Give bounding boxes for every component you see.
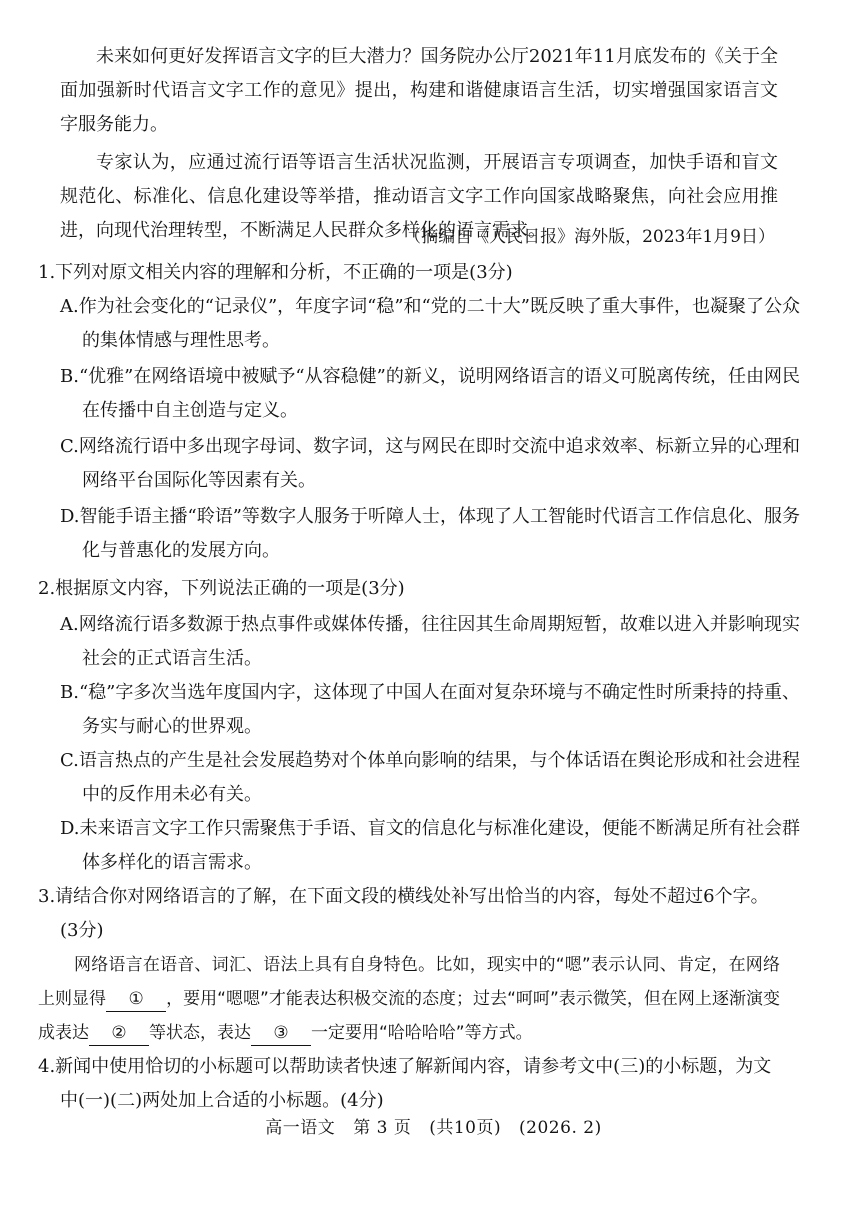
passage-paragraph-1: 未来如何更好发挥语言文字的巨大潜力？国务院办公厅2021年11月底发布的《关于全面加强新时代语言文字工作的意见》提出，构建和谐健康语言生活，切实增强国家语言文字服务能力。: [60, 46, 778, 135]
blank-1[interactable]: ①: [106, 987, 166, 1012]
question-1-option-c: C.网络流行语中多出现字母词、数字词，这与网民在即时交流中追求效率、标新立异的心理和网络平台国际化等因素有关。: [60, 436, 800, 491]
blank-2[interactable]: ②: [89, 1021, 149, 1046]
question-4-stem: 4.新闻中使用恰切的小标题可以帮助读者快速了解新闻内容，请参考文中(三)的小标题，为文中(一)(二)两处加上合适的小标题。(4分): [38, 1056, 772, 1111]
question-1-option-b: B.“优雅”在网络语境中被赋予“从容稳健”的新义，说明网络语言的语义可脱离传统，任由网民在传播中自主创造与定义。: [60, 366, 800, 421]
question-3-stem: 3.请结合你对网络语言的了解，在下面文段的横线处补写出恰当的内容，每处不超过6个字。(3分): [38, 886, 769, 941]
quote-part-3: 等状态，表达: [149, 1023, 251, 1043]
blank-3[interactable]: ③: [251, 1021, 311, 1046]
question-2-option-c: C.语言热点的产生是社会发展趋势对个体单向影响的结果，与个体话语在舆论形成和社会进程中的反作用未必有关。: [60, 750, 800, 805]
question-1-option-a: A.作为社会变化的“记录仪”，年度字词“稳”和“党的二十大”既反映了重大事件，也凝聚了公众的集体情感与理性思考。: [60, 296, 800, 351]
footer-page: 第 3 页: [353, 1118, 412, 1138]
question-2-option-a: A.网络流行语多数源于热点事件或媒体传播，往往因其生命周期短暂，故难以进入并影响现实社会的正式语言生活。: [60, 614, 800, 669]
quote-part-4: 一定要用“哈哈哈哈”等方式。: [311, 1023, 533, 1043]
footer-date: (2026. 2): [519, 1118, 602, 1138]
passage-source: （摘编自《人民日报》海外版，2023年1月9日）: [404, 227, 775, 247]
quote-part-1: 网络语言在语音、词汇、语法上具有自身特色。比如，现实中的“嗯”表示认同、肯定，在网络上则显得: [38, 955, 780, 1009]
footer-total: (共10页): [429, 1118, 502, 1138]
question-2-stem: 2.根据原文内容，下列说法正确的一项是(3分): [38, 578, 405, 599]
question-3-passage: [38, 948, 780, 1050]
question-2-option-d: D.未来语言文字工作只需聚焦于手语、盲文的信息化与标准化建设，便能不断满足所有社会群体多样化的语言需求。: [60, 818, 800, 873]
passage-paragraph-2: 专家认为，应通过流行语等语言生活状况监测，开展语言专项调查，加快手语和盲文规范化、标准化、信息化建设等举措，推动语言文字工作向国家战略聚焦，向社会应用推进，向现代治理转型，不断满足人民群众多样化的语言需求。: [60, 152, 778, 241]
question-1-stem: 1.下列对原文相关内容的理解和分析，不正确的一项是(3分): [38, 262, 513, 283]
question-2-option-b: B.“稳”字多次当选年度国内字，这体现了中国人在面对复杂环境与不确定性时所秉持的持重、务实与耐心的世界观。: [60, 682, 800, 737]
question-1-option-d: D.智能手语主播“聆语”等数字人服务于听障人士，体现了人工智能时代语言工作信息化、服务化与普惠化的发展方向。: [60, 506, 800, 561]
footer-subject: 高一语文: [265, 1118, 336, 1138]
page-footer: [0, 1113, 867, 1138]
quote-part-2: ，要用“嗯嗯”才能表达积极交流的态度；过去“呵呵”表示微笑，但在网上逐渐演变成表达: [38, 989, 780, 1043]
